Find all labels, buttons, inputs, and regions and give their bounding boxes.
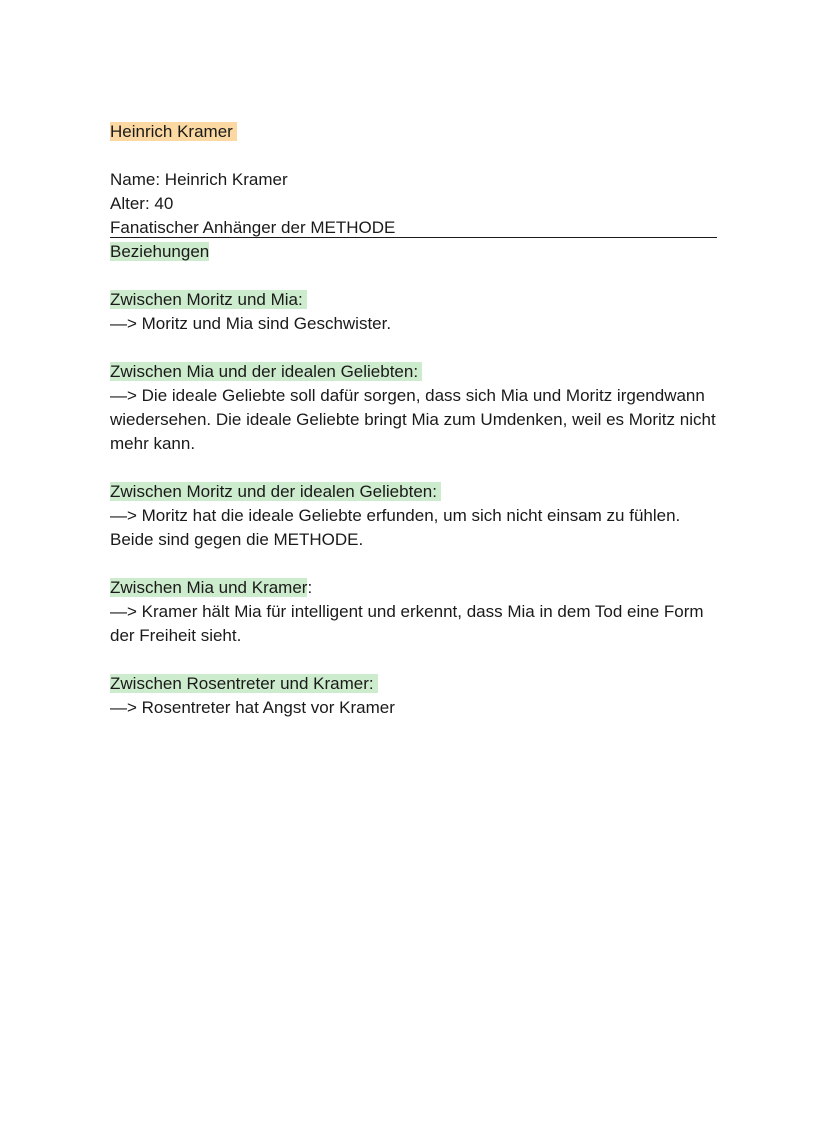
relation-heading: Zwischen Mia und der idealen Geliebten:: [110, 362, 422, 381]
relation-heading: Zwischen Rosentreter und Kramer:: [110, 674, 378, 693]
document-page: [110, 120, 720, 720]
document-title: Heinrich Kramer: [110, 122, 237, 141]
relation-text: —> Rosentreter hat Angst vor Kramer: [110, 698, 395, 717]
relations-heading-line: [110, 240, 720, 264]
profile-age: Alter: 40: [110, 194, 174, 213]
document-title-line: [110, 120, 720, 144]
relation-text: —> Moritz hat die ideale Geliebte erfunden, um sich nicht einsam zu fühlen. Beide sind gegen die METHODE.: [110, 506, 681, 549]
spacer: [110, 144, 720, 168]
spacer: [110, 336, 720, 360]
relation-heading-line: [110, 672, 720, 696]
profile-name: Name: Heinrich Kramer: [110, 170, 288, 189]
relation-heading: Zwischen Moritz und Mia:: [110, 290, 307, 309]
relation-heading-line: [110, 576, 720, 600]
spacer: [110, 648, 720, 672]
relation-heading-line: [110, 360, 720, 384]
relations-heading: Beziehungen: [110, 242, 210, 261]
relation-heading: Zwischen Mia und Kramer: [110, 578, 308, 597]
spacer: [110, 552, 720, 576]
relation-text: —> Die ideale Geliebte soll dafür sorgen, dass sich Mia und Moritz irgendwann wiedersehen. Die ideale Geliebte bringt Mia zum Umdenken, weil es Moritz nicht mehr kann.: [110, 386, 716, 453]
relation-text: —> Kramer hält Mia für intelligent und erkennt, dass Mia in dem Tod eine Form der Freiheit sieht.: [110, 602, 704, 645]
spacer: [110, 456, 720, 480]
relation-heading: Zwischen Moritz und der idealen Geliebten:: [110, 482, 441, 501]
relation-heading-suffix: :: [307, 578, 313, 597]
relation-heading-line: [110, 480, 720, 504]
spacer: [110, 264, 720, 288]
profile-description: Fanatischer Anhänger der METHODE: [110, 216, 720, 240]
relation-heading-line: [110, 288, 720, 312]
relation-text: —> Moritz und Mia sind Geschwister.: [110, 314, 392, 333]
